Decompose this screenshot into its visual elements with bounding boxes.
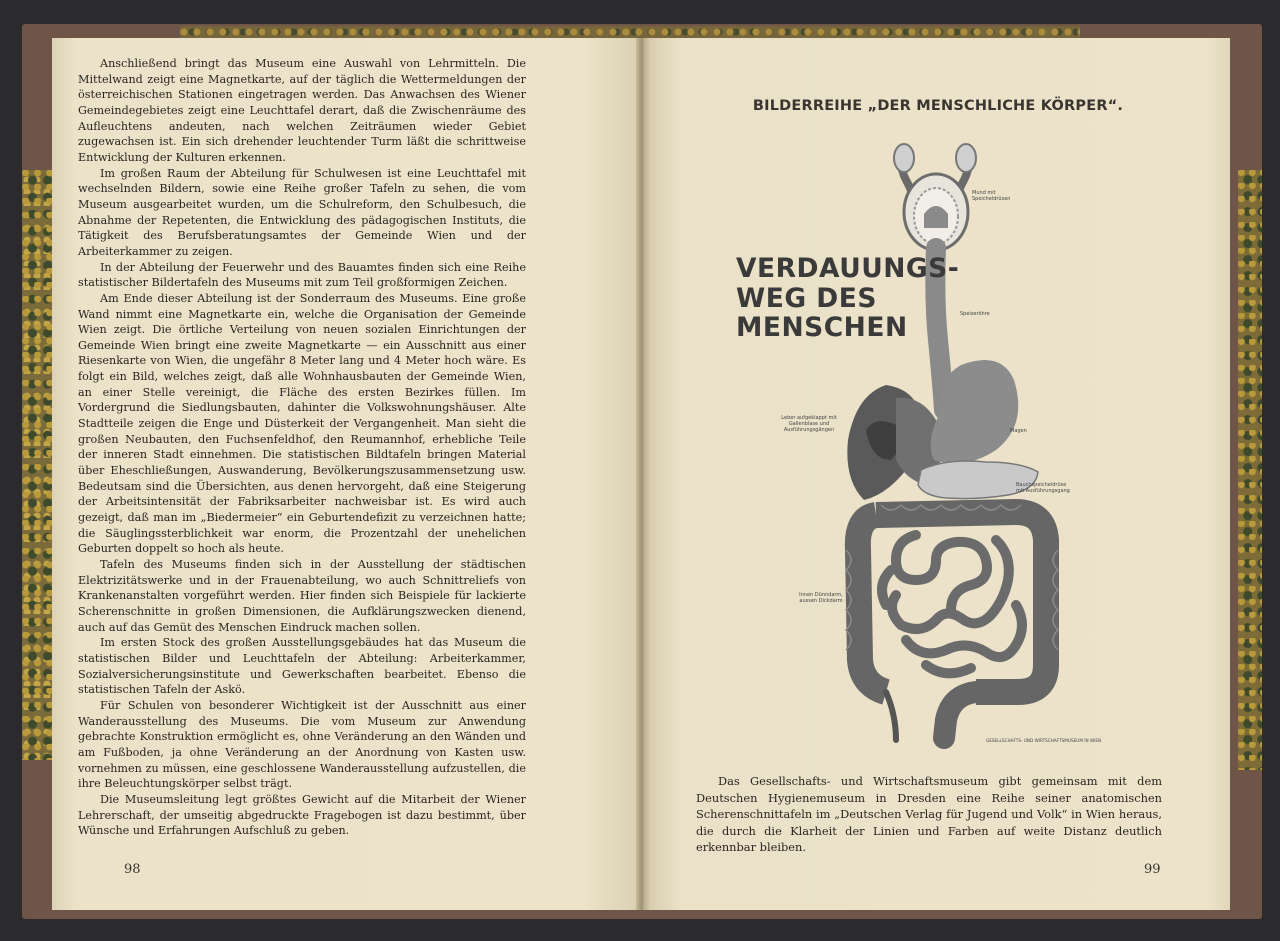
paragraph: Im großen Raum der Abteilung für Schulwesen ist eine Leuchttafel mit wechselnden Bildern, sowie eine Reihe großer Tafeln zu sehen, die vom Museum ausgearbeitet wurden, um die Schulreform, den Schulbesuch, die Abnahme der Repetenten, die Entwicklung des pädagogischen Instituts, die Tätigkeit des Berufsberatungsamtes der Gemeinde Wien und der Arbeiterkammer zu zeigen. bbox=[78, 166, 526, 258]
paragraph: Für Schulen von besonderer Wichtigkeit ist der Ausschnitt aus einer Wanderausstellung des Museums. Die vom Museum zur Anwendung gebrachte Konstruktion ermöglicht es, ohne Veränderung an den Wänden und am Fußboden, ja ohne Veränderung an der Anordnung von Kasten usw. vornehmen zu müssen, eine geschlossene Wanderausstellung aufzustellen, die ihre Beleuchtungskörper selbst trägt. bbox=[78, 698, 526, 791]
page-number-left: 98 bbox=[124, 862, 141, 877]
paragraph: Tafeln des Museums finden sich in der Ausstellung der städtischen Elektrizitätswerke und in der Frauenabteilung, wo auch Schnittreliefs von Krankenanstalten vorgeführt werden. Hier finden sich Beispiele für lackierte Scherenschnitte in großen Dimensionen, die Aufklärungszwecken dienend, auch auf das Gemüt des Menschen Eindruck machen sollen. bbox=[78, 558, 526, 634]
figure-title bbox=[736, 254, 959, 343]
label-intestines: Innen Dünndarm, aussen Dickdarm bbox=[799, 592, 843, 604]
mouth-illustration bbox=[894, 144, 976, 250]
paragraph: In der Abteilung der Feuerwehr und des Bauamtes finden sich eine Reihe statistischer Bildertafeln des Museums mit zum Teil großformigen Zeichen. bbox=[78, 260, 526, 290]
figure-title-line: VERDAUUNGS- bbox=[736, 253, 960, 284]
figure-caption bbox=[696, 773, 1162, 856]
label-credit: GESELLSCHAFTS- UND WIRTSCHAFTSMUSEUM IN WIEN bbox=[986, 738, 1102, 743]
book-gutter bbox=[636, 38, 650, 910]
page-number-right: 99 bbox=[1144, 862, 1161, 877]
label-liver: Leber aufgeklappt mit Gallenblase und Ausführungsgängen bbox=[781, 415, 837, 433]
label-stomach: Magen bbox=[1010, 428, 1027, 434]
paragraph: Am Ende dieser Abteilung ist der Sonderraum des Museums. Eine große Wand nimmt eine Magnetkarte ein, welche die Organisation der Gemeinde Wien zeigt. Die örtliche Verteilung von neuen sozialen Einrichtungen der Gemeinde Wien bringt eine zweite Magnetkarte — ein Ausschnitt aus einer Riesenkarte von Wien, die ungefähr 8 Meter lang und 4 Meter hoch wäre. Es folgt ein Bild, welches zeigt, daß alle Wohnhausbauten der Gemeinde Wien, an einer Stelle vereinigt, die Fläche des ersten Bezirkes füllen. Im Vordergrund die Siedlungsbauten, dahinter die Volkswohnungshäuser. Alte Stadtteile zeigen die Enge und Düsterkeit der Vergangenheit. Man sieht die großen Neubauten, den Fuchsenfeldhof, den Reumannhof, erhebliche Teile der inneren Stadt einnehmen. Die statistischen Bildtafeln bringen Material über Eheschließungen, Auswanderung, Bevölkerungszusammensetzung usw. Bedeutsam sind die Übersichten, aus denen hervorgeht, daß eine Steigerung der Arbeitsintensität der Fabriksarbeiter nachweisbar ist. Es wird auch gezeigt, daß man im „Biedermeier“ ein Geburtendefizit zu verzeichnen hatte; die Säuglingssterblichkeit war enorm, die Prozentzahl der unehelichen Geburten doppelt so hoch als heute. bbox=[78, 291, 526, 556]
caption-text: Das Gesellschafts- und Wirtschaftsmuseum gibt gemeinsam mit dem Deutschen Hygienemuseum in Dresden eine Reihe seiner anatomischen Scherenschnittafeln im „Deutschen Verlag für Jugend und Volk“ in Wien heraus, die durch die Klarheit der Linien und Farben auf weite Distanz deutlich erkennbar bleiben. bbox=[696, 774, 1162, 855]
marbled-edge-top bbox=[180, 26, 1080, 38]
figure-title-line: MENSCHEN bbox=[736, 312, 908, 343]
marbled-edge-left bbox=[22, 170, 52, 760]
label-mouth: Mund mit Speicheldrüsen bbox=[972, 190, 1011, 202]
small-intestine-shape bbox=[882, 535, 1022, 673]
label-pancreas: Bauchspeicheldrüse mit Ausführungsgang bbox=[1016, 482, 1070, 494]
label-esophagus: Speiseröhre bbox=[960, 311, 990, 317]
digestive-tract-illustration bbox=[746, 140, 1146, 750]
plate-series-heading: BILDERREIHE „DER MENSCHLICHE KÖRPER“. bbox=[752, 98, 1124, 114]
paragraph: Im ersten Stock des großen Ausstellungsgebäudes hat das Museum die statistischen Bilder und Leuchttafeln der Abteilung: Arbeiterkammer, Sozialversicherungsinstitute und Gewerkschaften bearbeitet. Ebenso die statistischen Tafeln der Askö. bbox=[78, 636, 526, 697]
paragraph: Die Museumsleitung legt größtes Gewicht auf die Mitarbeit der Wiener Lehrerschaft, der umseitig abgedruckte Fragebogen ist dazu bestimmt, über Wünsche und Erfahrungen Aufschluß zu geben. bbox=[78, 792, 526, 838]
paragraph: Anschließend bringt das Museum eine Auswahl von Lehrmitteln. Die Mittelwand zeigt eine Magnetkarte, auf der täglich die Wettermeldungen der österreichischen Stationen eingetragen werden. Das Anwachsen des Wiener Gemeindegebietes zeigt eine Leuchttafel derart, daß die Zwischenräume des Aufleuchtens andeuten, nach welchen Zeiträumen wieder Gebiet zugewachsen ist. Ein sich drehender leuchtender Turm läßt die schrittweise Entwicklung der Kulturen erkennen. bbox=[78, 57, 526, 164]
left-page-text bbox=[78, 56, 526, 839]
marbled-edge-right bbox=[1238, 170, 1262, 770]
figure-title-line: WEG DES bbox=[736, 282, 877, 314]
